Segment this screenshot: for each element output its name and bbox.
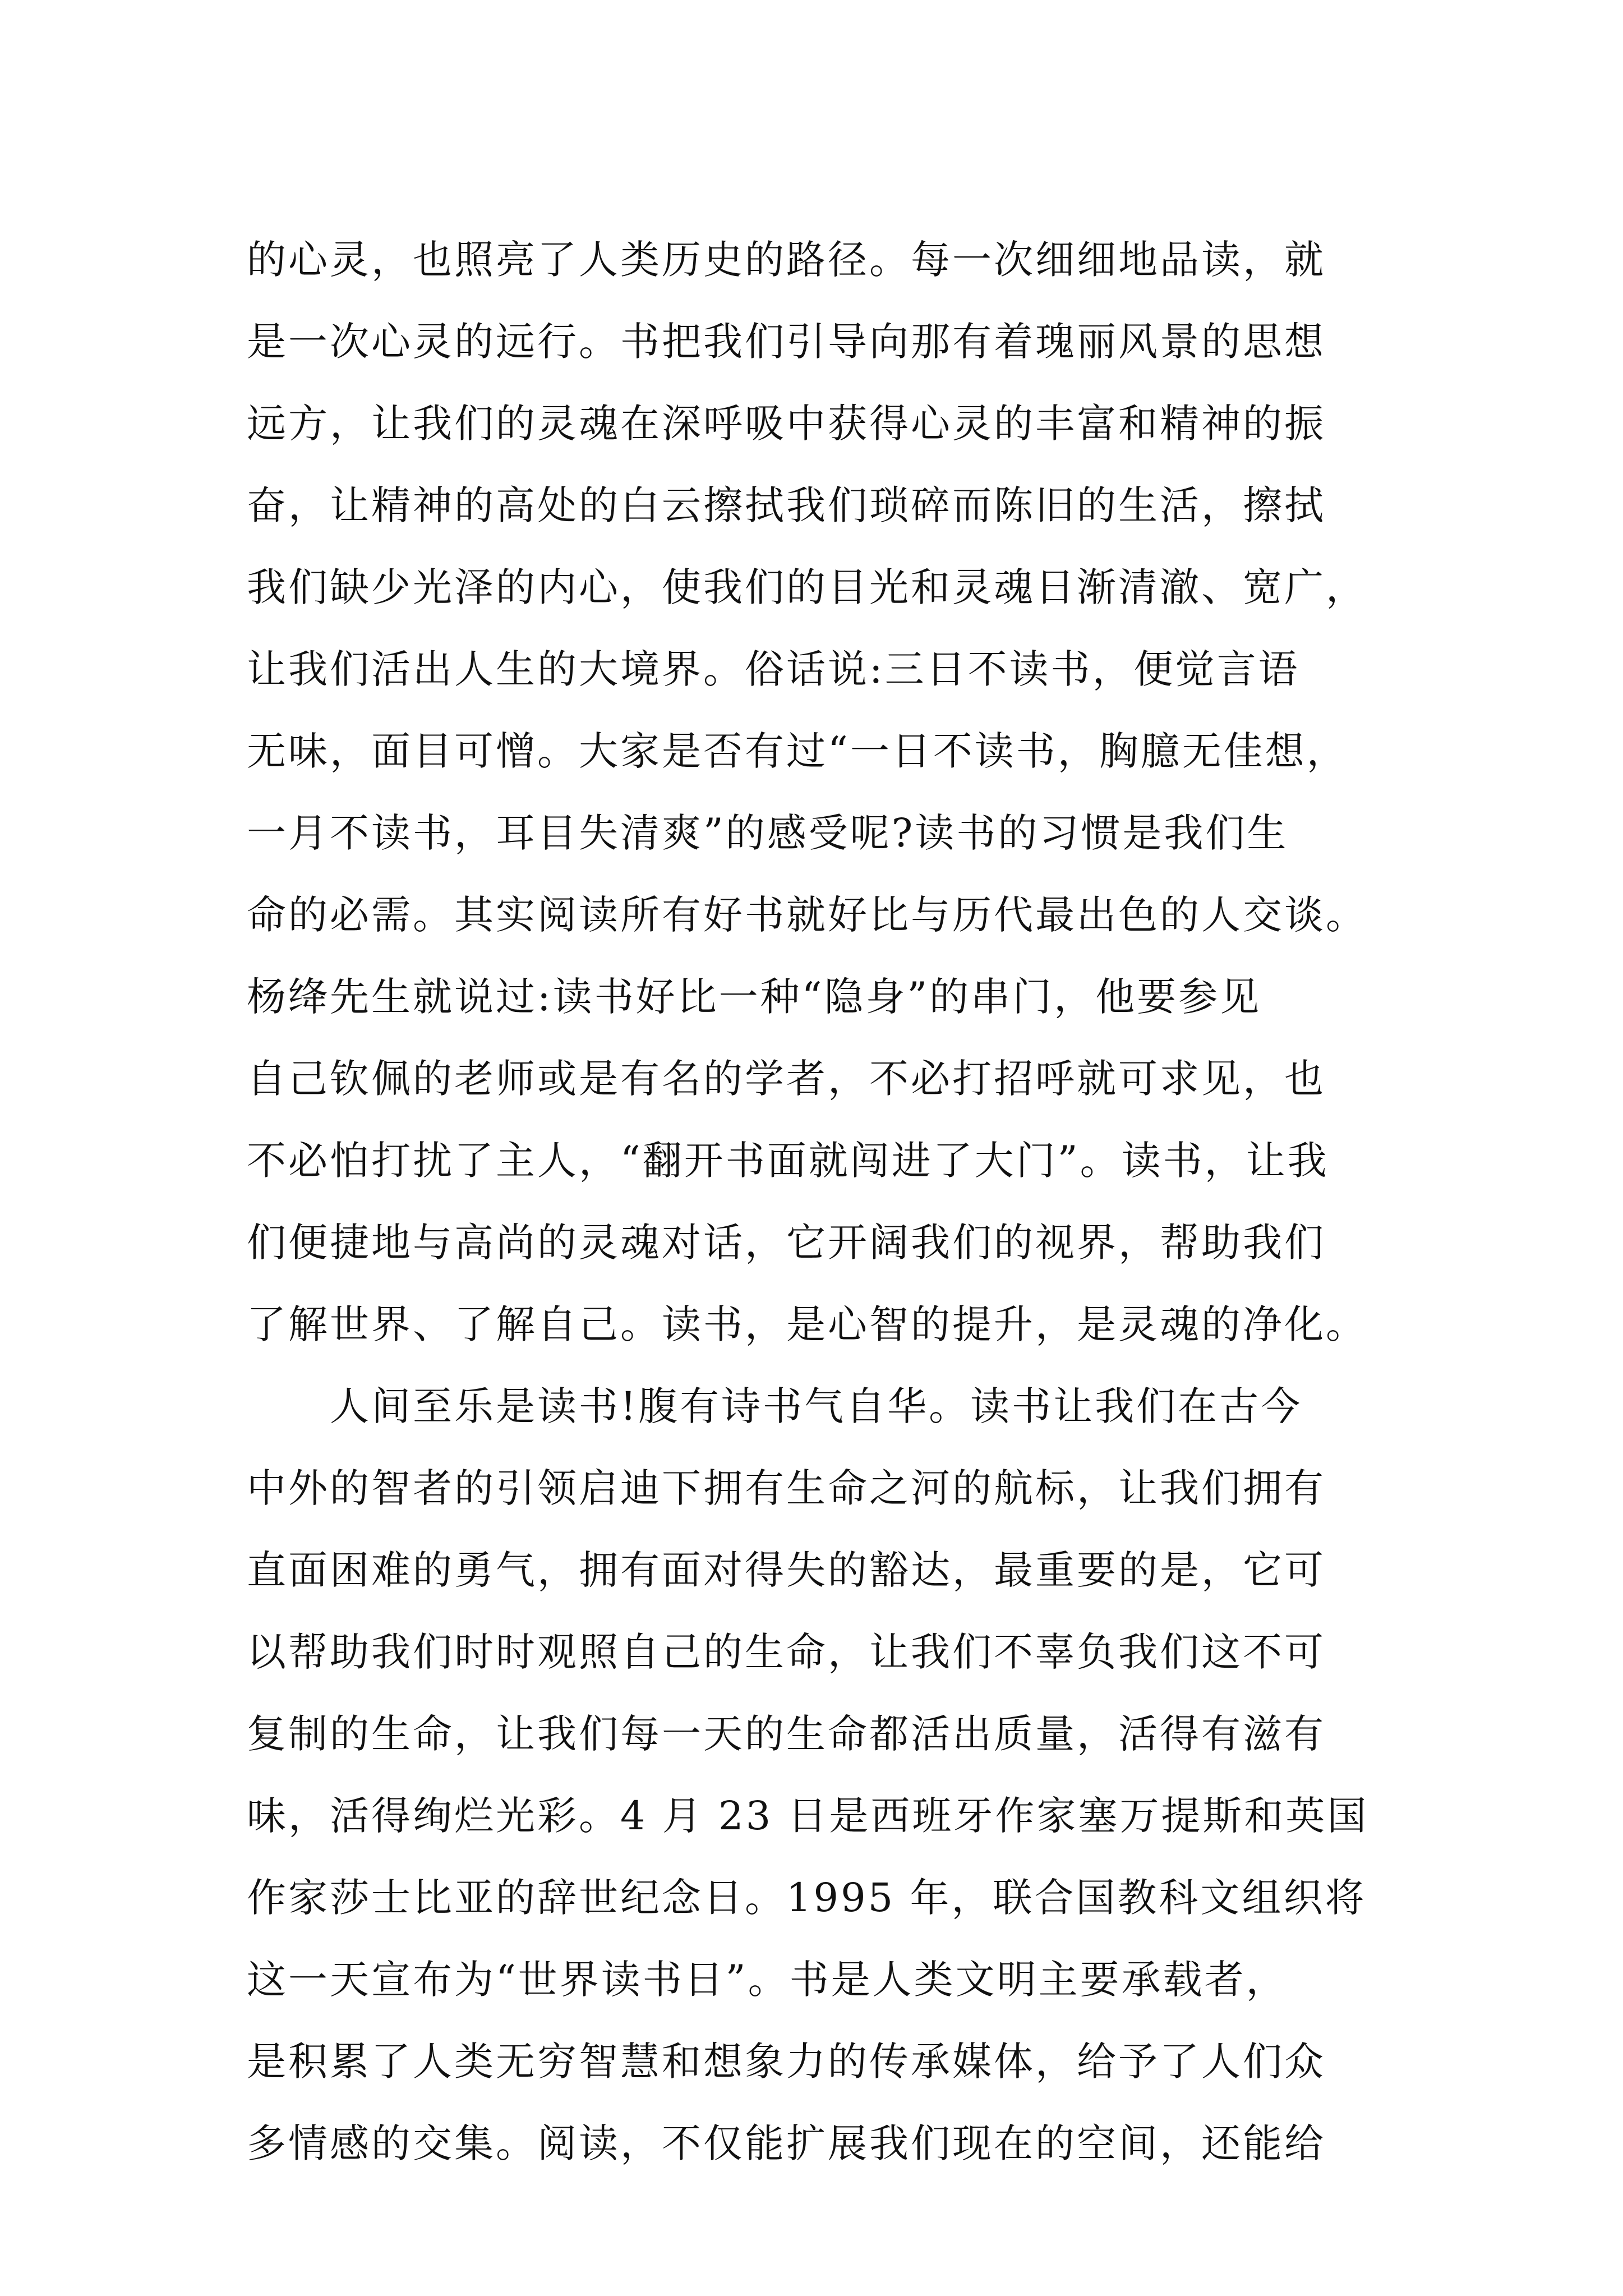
text-line: 让我们活出人生的大境界。俗话说:三日不读书，便觉言语 (247, 646, 1300, 692)
text-line: 自己钦佩的老师或是有名的学者，不必打招呼就可求见，也 (247, 1056, 1326, 1102)
text-line: 是一次心灵的远行。书把我们引导向那有着瑰丽风景的思想 (247, 319, 1326, 365)
text-line: 了解世界、了解自己。读书，是心智的提升，是灵魂的净化。 (247, 1301, 1367, 1347)
text-line: 作家莎士比亚的辞世纪念日。1995 年，联合国教科文组织将 (247, 1875, 1367, 1921)
text-line: 复制的生命，让我们每一天的生命都活出质量，活得有滋有 (247, 1711, 1326, 1757)
text-line: 一月不读书，耳目失清爽”的感受呢?读书的习惯是我们生 (247, 810, 1289, 856)
text-line: 的心灵，也照亮了人类历史的路径。每一次细细地品读，就 (247, 237, 1326, 283)
text-line: 我们缺少光泽的内心，使我们的目光和灵魂日渐清澈、宽广， (247, 564, 1367, 610)
body-text (247, 219, 1385, 2184)
text-line: 味，活得绚烂光彩。4 月 23 日是西班牙作家塞万提斯和英国 (247, 1793, 1369, 1839)
text-line: 杨绛先生就说过:读书好比一种“隐身”的串门，他要参见 (247, 974, 1262, 1020)
text-line: 直面困难的勇气，拥有面对得失的豁达，最重要的是，它可 (247, 1547, 1326, 1593)
text-line: 这一天宣布为“世界读书日”。书是人类文明主要承载者， (247, 1957, 1288, 2003)
text-line: 多情感的交集。阅读，不仅能扩展我们现在的空间，还能给 (247, 2120, 1326, 2166)
text-line: 以帮助我们时时观照自己的生命，让我们不辜负我们这不可 (247, 1629, 1326, 1675)
text-line: 不必怕打扰了主人，“翻开书面就闯进了大门”。读书，让我 (247, 1138, 1329, 1184)
text-line: 无味，面目可憎。大家是否有过“一日不读书，胸臆无佳想， (247, 728, 1348, 774)
paragraph-start-line: 人间至乐是读书!腹有诗书气自华。读书让我们在古今 (247, 1383, 1303, 1429)
text-line: 奋，让精神的高处的白云擦拭我们琐碎而陈旧的生活，擦拭 (247, 482, 1326, 528)
text-line: 远方，让我们的灵魂在深呼吸中获得心灵的丰富和精神的振 (247, 401, 1326, 447)
text-line: 命的必需。其实阅读所有好书就好比与历代最出色的人交谈。 (247, 892, 1367, 938)
text-line: 中外的智者的引领启迪下拥有生命之河的航标，让我们拥有 (247, 1465, 1326, 1511)
text-line: 们便捷地与高尚的灵魂对话，它开阔我们的视界，帮助我们 (247, 1220, 1326, 1266)
text-line: 是积累了人类无穷智慧和想象力的传承媒体，给予了人们众 (247, 2039, 1326, 2085)
